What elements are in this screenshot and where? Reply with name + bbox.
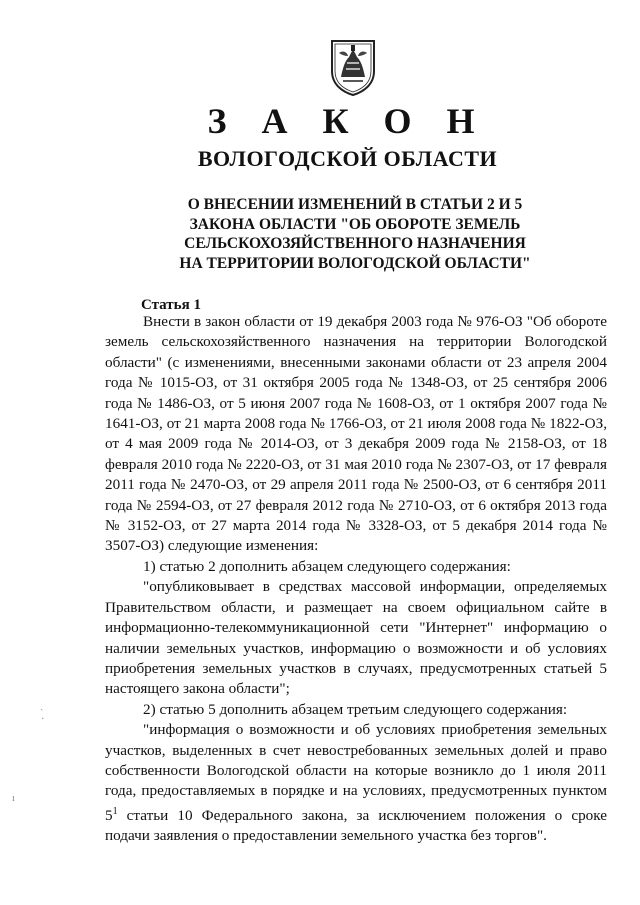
region-title: ВОЛОГОДСКОЙ ОБЛАСТИ	[197, 146, 498, 171]
subtitle-line: О ВНЕСЕНИИ ИЗМЕНЕНИЙ В СТАТЬИ 2 И 5	[187, 196, 523, 213]
margin-mark: ı	[12, 793, 15, 804]
quote-2-text: "информация о возможности и об условиях приобретения земельных участков, выделенных в счет невостребованных земельных долей и право собственности Вологодской области на которые возникло до 1 июля 2011 года, предоставляемых в порядке и на условиях, предусмотренных пунктом 5	[105, 721, 607, 824]
amendment-item-1: 1) статью 2 дополнить абзацем следующего содержания:	[143, 557, 511, 575]
quote-2-text-end: статьи 10 Федерального закона, за исключением положения о сроке подачи заявления о предоставлении земельного участка без торгов".	[105, 806, 607, 845]
document-type-title: З А К О Н	[207, 101, 488, 141]
amendment-quote-1: "опубликовывает в средствах массовой информации, определяемых Правительством области, и размещает на своем официальном сайте в информационно-телекоммуникационной сети "Интернет" информацию о наличии земельных участков, информацию о возможности и об условиях приобретения земельных участков в случаях, предусмотренных статьей 5 настоящего закона области";	[105, 578, 607, 698]
coat-of-arms-emblem	[329, 37, 377, 97]
subtitle-line: СЕЛЬСКОХОЗЯЙСТВЕННОГО НАЗНАЧЕНИЯ	[184, 235, 526, 252]
margin-mark: ˏ	[40, 700, 44, 711]
article-heading: Статья 1	[141, 297, 201, 313]
margin-mark: ·	[41, 714, 45, 725]
subtitle-line: НА ТЕРРИТОРИИ ВОЛОГОДСКОЙ ОБЛАСТИ"	[179, 254, 531, 272]
subtitle-line: ЗАКОНА ОБЛАСТИ "ОБ ОБОРОТЕ ЗЕМЕЛЬ	[189, 215, 521, 233]
article-body	[105, 312, 607, 847]
article-intro-paragraph: Внести в закон области от 19 декабря 2003 года № 976-ОЗ "Об обороте земель сельскохозяйственного назначения на территории Вологодской области" (с изменениями, внесенными законами области от 23 апреля 2004 года № 1015-ОЗ, от 31 октября 2005 года № 1348-ОЗ, от 25 сентября 2006 года № 1486-ОЗ, от 5 июня 2007 года № 1608-ОЗ, от 1 октября 2007 года № 1641-ОЗ, от 21 марта 2008 года № 1766-ОЗ, от 21 июля 2008 года № 1822-ОЗ, от 4 мая 2009 года № 2014-ОЗ, от 3 декабря 2009 года № 2158-ОЗ, от 18 февраля 2010 года № 2220-ОЗ, от 31 мая 2010 года № 2307-ОЗ, от 17 февраля 2011 года № 2470-ОЗ, от 29 апреля 2011 года № 2500-ОЗ, от 6 сентября 2011 года № 2594-ОЗ, от 27 февраля 2012 года № 2710-ОЗ, от 6 октября 2013 года № 3152-ОЗ, от 27 марта 2014 года № 3328-ОЗ, от 5 декабря 2014 года № 3507-ОЗ) следующие изменения:	[105, 313, 607, 555]
law-subtitle	[150, 195, 560, 273]
amendment-quote-2	[105, 720, 607, 847]
amendment-item-2: 2) статью 5 дополнить абзацем третьим следующего содержания:	[143, 700, 568, 718]
footnote-superscript: 1	[112, 805, 118, 817]
